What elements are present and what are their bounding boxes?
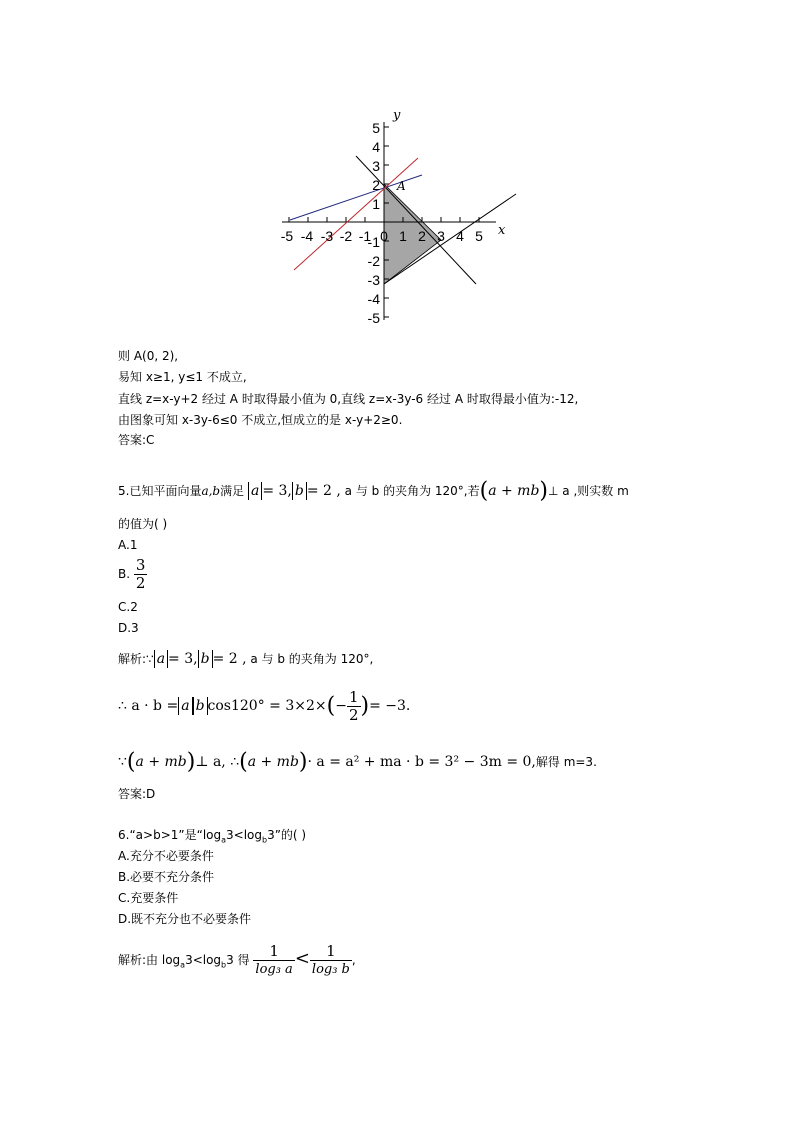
q5-mag-b: b bbox=[292, 482, 307, 500]
fraction-numerator: 3 bbox=[135, 556, 146, 574]
y-tick-label: 1 bbox=[372, 196, 380, 212]
q5-option-d: D.3 bbox=[118, 621, 139, 635]
x-axis-label: x bbox=[498, 223, 506, 238]
coordinate-graph bbox=[278, 104, 528, 340]
q5-perp-tail: ⊥ a ,则实数 m bbox=[548, 484, 629, 498]
q6-stem-mid: 3<log bbox=[226, 828, 262, 842]
x-tick-label: -3 bbox=[320, 228, 334, 244]
x-tick-label: -5 bbox=[280, 228, 294, 244]
sol3-expr2: a + mb bbox=[247, 754, 299, 770]
q5-option-a: A.1 bbox=[118, 538, 138, 552]
q5-eq2: = 2 , bbox=[306, 483, 341, 499]
sol2-fraction bbox=[347, 689, 361, 724]
x-tick-label: -2 bbox=[339, 228, 353, 244]
solution-line: 则 A(0, 2), bbox=[118, 349, 179, 363]
q6-fraction-1 bbox=[253, 943, 294, 978]
x-tick-label: 2 bbox=[418, 228, 426, 244]
y-tick-label: -1 bbox=[367, 234, 380, 250]
q6-sol-sub-a: a bbox=[180, 960, 186, 970]
q5-solution-3: ∵(a + mb)⊥ a, ∴(a + mb)· a = a² + ma · b = 3² − 3m = 0,解得 m=3. bbox=[118, 749, 597, 775]
q6-stem-a: 6.“a>b>1”是“log bbox=[118, 828, 222, 842]
x-tick-label: 1 bbox=[399, 228, 407, 244]
sol-eq1: = 3, bbox=[168, 651, 198, 667]
q6-solution bbox=[118, 940, 356, 984]
q6-option-d: D.既不充分也不必要条件 bbox=[118, 912, 252, 926]
q5-stem: 5.已知平面向量a,b满足 a = 3, b = 2 , a 与 b 的夹角为 120°,若(a + mb)⊥ a ,则实数 m bbox=[118, 478, 629, 504]
answer-line: 答案:C bbox=[118, 433, 155, 447]
fraction-numerator: 1 bbox=[253, 943, 294, 961]
x-tick-label: -4 bbox=[300, 228, 314, 244]
q6-option-c: C.充要条件 bbox=[118, 891, 179, 905]
fraction-denominator: log₃ b bbox=[311, 962, 350, 977]
x-tick-label: 4 bbox=[456, 228, 464, 244]
q6-comma: , bbox=[351, 953, 356, 967]
fraction-denominator: log₃ a bbox=[255, 962, 293, 977]
q5-eq1: = 3, bbox=[262, 483, 292, 499]
feasible-region bbox=[384, 184, 441, 284]
q5-solution-2: ∴ a · b = a b cos120° = 3×2×(− $\frac{1}{2}$ )= −3. bbox=[118, 688, 411, 724]
sol2-mag-b: b bbox=[193, 697, 208, 715]
sol-mag-a: a bbox=[154, 650, 168, 668]
q6-lt: < bbox=[294, 948, 310, 969]
q5-solution-1 bbox=[118, 648, 373, 670]
fraction-numerator: 1 bbox=[310, 943, 352, 961]
fraction-denominator: 2 bbox=[135, 574, 146, 592]
q5-prefix: 5.已知平面向量 bbox=[118, 484, 202, 498]
y-axis-label: y bbox=[393, 108, 401, 123]
q5-option-b bbox=[118, 556, 147, 592]
sol3-mid: ⊥ a, ∴ bbox=[195, 754, 240, 770]
sol3-tail: · a = a² + ma · b = 3² − 3m = 0, bbox=[307, 754, 536, 770]
q5-option-b-fraction bbox=[134, 557, 148, 592]
fraction-denominator: 2 bbox=[348, 706, 359, 724]
sol-eq2: = 2 , bbox=[212, 651, 247, 667]
q5-line2: 的值为( ) bbox=[118, 517, 168, 531]
y-tick-label: 3 bbox=[372, 158, 380, 174]
x-tick-label: 3 bbox=[437, 228, 445, 244]
q6-stem-tail: 3”的( ) bbox=[267, 828, 307, 842]
q5-answer: 答案:D bbox=[118, 787, 156, 801]
y-tick-label: -4 bbox=[367, 291, 380, 307]
q6-sub-a: a bbox=[221, 835, 227, 845]
q5-option-c: C.2 bbox=[118, 600, 138, 614]
q5-cond: 满足 bbox=[220, 484, 245, 498]
q6-sol-sub-b: b bbox=[221, 960, 227, 970]
y-tick-label: -2 bbox=[367, 253, 380, 269]
q5-perp-expr: a + mb bbox=[488, 483, 540, 499]
sol2-prefix: ∴ a · b = bbox=[118, 698, 179, 714]
y-tick-label: -3 bbox=[367, 272, 380, 288]
sol-tail: a 与 b 的夹角为 120°, bbox=[250, 652, 374, 666]
sol2-tail: = −3. bbox=[369, 698, 411, 714]
sol3-expr1: a + mb bbox=[135, 754, 187, 770]
sol3-solve: 解得 m=3. bbox=[535, 755, 597, 769]
x-tick-label: 0 bbox=[380, 228, 388, 244]
q5-vectors: a,b bbox=[201, 484, 221, 498]
solution-line: 易知 x≥1, y≤1 不成立, bbox=[118, 370, 247, 384]
q6-stem bbox=[118, 827, 306, 848]
y-tick-label: 2 bbox=[372, 177, 380, 193]
point-a-label: A bbox=[397, 179, 406, 193]
fraction-numerator: 1 bbox=[348, 688, 359, 706]
solution-line: 由图象可知 x-3y-6≤0 不成立,恒成立的是 x-y+2≥0. bbox=[118, 413, 403, 427]
solution-line: 直线 z=x-y+2 经过 A 时取得最小值为 0,直线 z=x-3y-6 经过 A 时取得最小值为:-12, bbox=[118, 392, 579, 406]
q6-option-b: B.必要不充分条件 bbox=[118, 870, 215, 884]
y-tick-label: 5 bbox=[372, 120, 380, 136]
x-tick-label: -1 bbox=[358, 228, 372, 244]
q6-fraction-2 bbox=[310, 943, 352, 978]
q5-mag-a: a bbox=[248, 482, 262, 500]
q6-sol-mid: 3<log bbox=[185, 953, 222, 967]
q6-sub-b: b bbox=[262, 835, 268, 845]
sol-prefix: 解析:∵ bbox=[118, 652, 154, 666]
q6-sol-tail: 3 得 bbox=[226, 953, 250, 967]
q6-sol-prefix: 解析:由 log bbox=[118, 953, 181, 967]
sol2-mag-a: a bbox=[178, 697, 192, 715]
q6-option-a: A.充分不必要条件 bbox=[118, 849, 214, 863]
y-tick-label: -5 bbox=[367, 310, 380, 326]
sol3-prefix: ∵ bbox=[118, 754, 127, 770]
x-tick-label: 5 bbox=[475, 228, 483, 244]
q5-angle: a 与 b 的夹角为 120°,若 bbox=[344, 484, 480, 498]
q5-option-b-label: B. bbox=[118, 567, 131, 581]
y-tick-label: 4 bbox=[372, 139, 380, 155]
sol2-mid: cos120° = 3×2× bbox=[207, 698, 327, 714]
sol-mag-b: b bbox=[198, 650, 213, 668]
sol2-minus: − bbox=[335, 698, 347, 714]
